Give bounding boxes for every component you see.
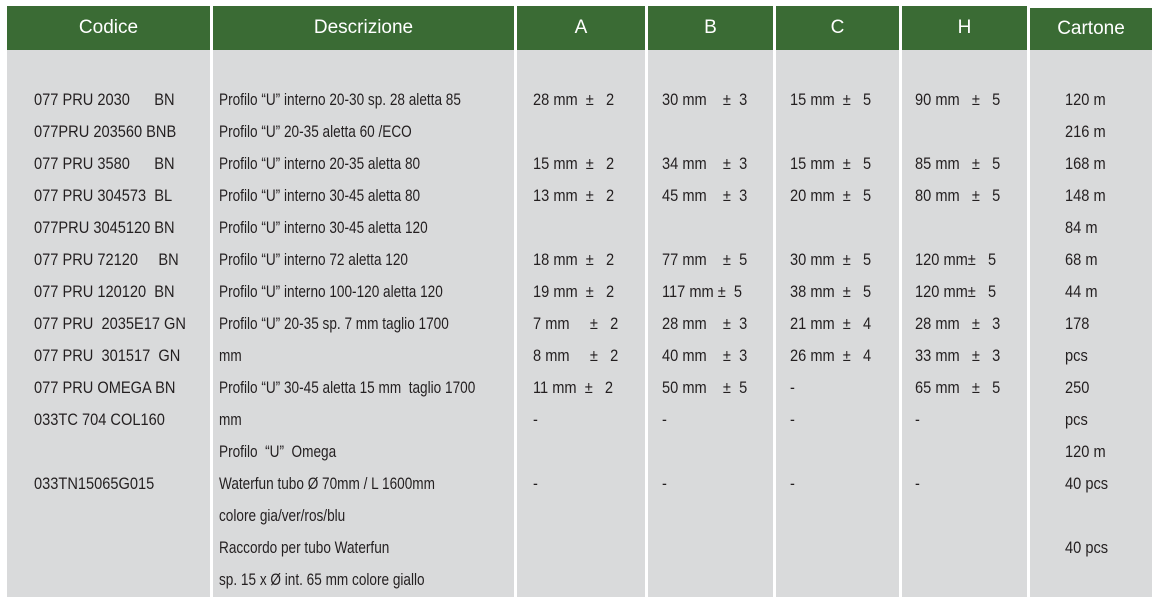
h-cell: - bbox=[915, 474, 920, 493]
b-cell: 40 mm ± 3 bbox=[662, 346, 748, 365]
cartone-cell: 120 m bbox=[1065, 90, 1106, 109]
a-cell: 7 mm ± 2 bbox=[533, 314, 619, 333]
b-cell: 45 mm ± 3 bbox=[662, 186, 748, 205]
codice-cell: 077 PRU 120120 BN bbox=[34, 282, 175, 301]
c-cell: 30 mm ± 5 bbox=[790, 250, 872, 269]
c-cell: 20 mm ± 5 bbox=[790, 186, 872, 205]
cartone-cell: 84 m bbox=[1065, 218, 1098, 237]
descrizione-cell: Profilo “U” interno 20-35 aletta 80 bbox=[219, 154, 421, 173]
codice-cell: 077 PRU 2030 BN bbox=[34, 90, 175, 109]
cartone-cell: 40 pcs bbox=[1065, 474, 1109, 493]
b-cell: - bbox=[662, 474, 667, 493]
b-cell: 34 mm ± 3 bbox=[662, 154, 748, 173]
header-descrizione: Descrizione bbox=[213, 6, 514, 51]
b-cell: 28 mm ± 3 bbox=[662, 314, 748, 333]
header-h: H bbox=[902, 6, 1027, 51]
descrizione-cell: Profilo “U” 20-35 aletta 60 /ECO bbox=[219, 122, 412, 141]
a-cell: 15 mm ± 2 bbox=[533, 154, 615, 173]
b-cell: 117 mm ± 5 bbox=[662, 282, 743, 301]
b-cell: 50 mm ± 5 bbox=[662, 378, 748, 397]
b-cell: - bbox=[662, 410, 667, 429]
codice-cell: 033TN15065G015 bbox=[34, 474, 155, 493]
descrizione-cell: Profilo “U” 20-35 sp. 7 mm taglio 1700 bbox=[219, 314, 449, 333]
descrizione-cell: Waterfun tubo Ø 70mm / L 1600mm bbox=[219, 474, 435, 493]
c-cell: 15 mm ± 5 bbox=[790, 90, 872, 109]
codice-cell: 033TC 704 COL160 bbox=[34, 410, 165, 429]
header-cartone: Cartone bbox=[1030, 8, 1152, 51]
a-cell: 11 mm ± 2 bbox=[533, 378, 614, 397]
a-cell: 18 mm ± 2 bbox=[533, 250, 615, 269]
cartone-cell: 44 m bbox=[1065, 282, 1098, 301]
c-cell: 15 mm ± 5 bbox=[790, 154, 872, 173]
c-cell: - bbox=[790, 410, 795, 429]
descrizione-cell: Profilo “U” interno 72 aletta 120 bbox=[219, 250, 408, 269]
b-cell: 30 mm ± 3 bbox=[662, 90, 748, 109]
a-cell: - bbox=[533, 410, 538, 429]
c-cell: - bbox=[790, 378, 795, 397]
codice-cell: 077 PRU OMEGA BN bbox=[34, 378, 176, 397]
a-cell: 8 mm ± 2 bbox=[533, 346, 619, 365]
descrizione-cell: Profilo “U” interno 30-45 aletta 80 bbox=[219, 186, 421, 205]
h-cell: 65 mm ± 5 bbox=[915, 378, 1001, 397]
h-cell: 120 mm± 5 bbox=[915, 282, 997, 301]
h-cell: 85 mm ± 5 bbox=[915, 154, 1001, 173]
codice-cell: 077 PRU 3580 BN bbox=[34, 154, 175, 173]
header-codice: Codice bbox=[7, 6, 210, 51]
h-cell: 90 mm ± 5 bbox=[915, 90, 1001, 109]
h-cell: 33 mm ± 3 bbox=[915, 346, 1001, 365]
descrizione-cell: mm bbox=[219, 410, 242, 429]
h-cell: - bbox=[915, 410, 920, 429]
descrizione-cell: Profilo “U” Omega bbox=[219, 442, 337, 461]
a-cell: 19 mm ± 2 bbox=[533, 282, 615, 301]
descrizione-cell: mm bbox=[219, 346, 242, 365]
h-cell: 120 mm± 5 bbox=[915, 250, 997, 269]
cartone-cell: 178 bbox=[1065, 314, 1090, 333]
cartone-cell: 168 m bbox=[1065, 154, 1106, 173]
header-c: C bbox=[776, 6, 899, 51]
codice-cell: 077 PRU 301517 GN bbox=[34, 346, 181, 365]
descrizione-cell: Profilo “U” 30-45 aletta 15 mm taglio 1700 bbox=[219, 378, 476, 397]
cartone-cell: 68 m bbox=[1065, 250, 1098, 269]
descrizione-cell: sp. 15 x Ø int. 65 mm colore giallo bbox=[219, 570, 425, 589]
codice-cell: 077 PRU 304573 BL bbox=[34, 186, 173, 205]
a-cell: 13 mm ± 2 bbox=[533, 186, 615, 205]
c-cell: 26 mm ± 4 bbox=[790, 346, 872, 365]
cartone-cell: pcs bbox=[1065, 410, 1088, 429]
a-cell: 28 mm ± 2 bbox=[533, 90, 615, 109]
descrizione-cell: Raccordo per tubo Waterfun bbox=[219, 538, 390, 557]
header-b: B bbox=[648, 6, 773, 51]
b-cell: 77 mm ± 5 bbox=[662, 250, 748, 269]
h-cell: 80 mm ± 5 bbox=[915, 186, 1001, 205]
cartone-cell: 120 m bbox=[1065, 442, 1106, 461]
descrizione-cell: Profilo “U” interno 100-120 aletta 120 bbox=[219, 282, 443, 301]
header-a: A bbox=[517, 6, 645, 51]
cartone-cell: 148 m bbox=[1065, 186, 1106, 205]
cartone-cell: 216 m bbox=[1065, 122, 1106, 141]
descrizione-cell: Profilo “U” interno 30-45 aletta 120 bbox=[219, 218, 428, 237]
descrizione-cell: Profilo “U” interno 20-30 sp. 28 aletta 85 bbox=[219, 90, 461, 109]
codice-cell: 077 PRU 2035E17 GN bbox=[34, 314, 186, 333]
cartone-cell: 250 bbox=[1065, 378, 1090, 397]
cartone-cell: pcs bbox=[1065, 346, 1088, 365]
cartone-cell: 40 pcs bbox=[1065, 538, 1109, 557]
codice-cell: 077PRU 203560 BNB bbox=[34, 122, 177, 141]
c-cell: 38 mm ± 5 bbox=[790, 282, 872, 301]
descrizione-cell: colore gia/ver/ros/blu bbox=[219, 506, 346, 525]
codice-cell: 077 PRU 72120 BN bbox=[34, 250, 179, 269]
c-cell: - bbox=[790, 474, 795, 493]
c-cell: 21 mm ± 4 bbox=[790, 314, 872, 333]
codice-cell: 077PRU 3045120 BN bbox=[34, 218, 175, 237]
h-cell: 28 mm ± 3 bbox=[915, 314, 1001, 333]
a-cell: - bbox=[533, 474, 538, 493]
